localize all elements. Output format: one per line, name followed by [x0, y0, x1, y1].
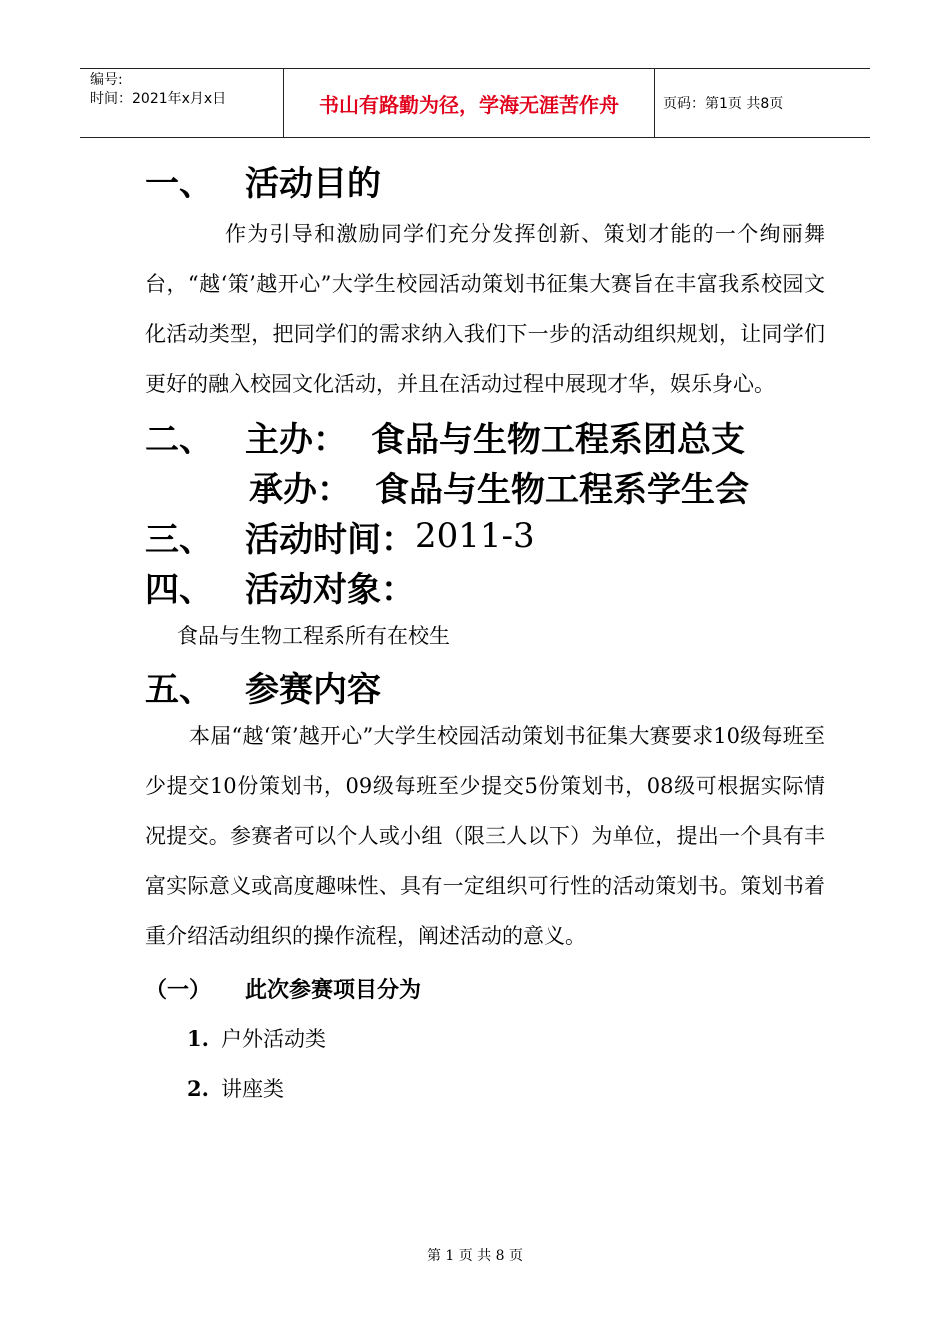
list-number: 1. [187, 1025, 209, 1051]
co-host-heading [145, 461, 825, 511]
co-host-label: 承办： [249, 469, 351, 510]
header-motto: 书山有路勤为径，学海无涯苦作舟 [283, 69, 655, 137]
section-1-heading [145, 155, 825, 205]
host-label: 主办： [245, 419, 347, 460]
section-title: 活动时间： [245, 519, 415, 560]
section-number: 三、 [145, 519, 213, 560]
section-4-paragraph: 食品与生物工程系所有在校生 [177, 624, 450, 648]
host-value: 食品与生物工程系团总支 [371, 419, 745, 460]
subsection-1-heading [145, 963, 825, 1013]
activity-time-value: 2011-3 [415, 516, 535, 556]
section-title: 活动对象： [245, 569, 415, 610]
list-item [145, 1063, 825, 1113]
subsection-number: （一） [145, 977, 212, 1003]
section-5-heading [145, 661, 825, 711]
section-number: 二、 [145, 419, 213, 460]
section-title: 参赛内容 [245, 669, 381, 710]
list-number: 2. [187, 1075, 209, 1101]
list-item [145, 1013, 825, 1063]
page-footer: 第 1 页 共 8 页 [426, 1248, 524, 1264]
number-label: 编号: [90, 72, 123, 88]
section-2-heading [145, 411, 825, 461]
section-5-paragraph: 本届“越‘策’越开心”大学生校园活动策划书征集大赛要求10级每班至少提交10份策划书，09级每班至少提交5份策划书，08级可根据实际情况提交。参赛者可以个人或小组（限三人以下）为单位，提出一个具有丰富实际意义或高度趣味性、具有一定组织可行性的活动策划书。策划书着重介绍活动组织的操作流程，阐述活动的意义。 [145, 724, 825, 948]
section-number: 一、 [145, 163, 213, 204]
header-meta [80, 69, 283, 137]
section-4-heading [145, 561, 825, 611]
section-title: 活动目的 [245, 163, 381, 204]
co-host-value: 食品与生物工程系学生会 [375, 469, 749, 510]
list-text: 户外活动类 [221, 1027, 326, 1051]
page-header [80, 68, 870, 138]
list-text: 讲座类 [221, 1077, 284, 1101]
section-number: 四、 [145, 569, 213, 610]
section-3-heading [145, 511, 825, 561]
time-label: 时间：2021年x月x日 [90, 91, 227, 107]
header-page-info: 页码：第1页 共8页 [663, 96, 784, 112]
section-1-paragraph: 作为引导和激励同学们充分发挥创新、策划才能的一个绚丽舞台，“越‘策’越开心”大学生校园活动策划书征集大赛旨在丰富我系校园文化活动类型，把同学们的需求纳入我们下一步的活动组织规划，让同学们更好的融入校园文化活动，并且在活动过程中展现才华，娱乐身心。 [145, 222, 825, 396]
document-body [145, 155, 825, 1113]
section-number: 五、 [145, 669, 213, 710]
subsection-title: 此次参赛项目分为 [245, 977, 422, 1003]
